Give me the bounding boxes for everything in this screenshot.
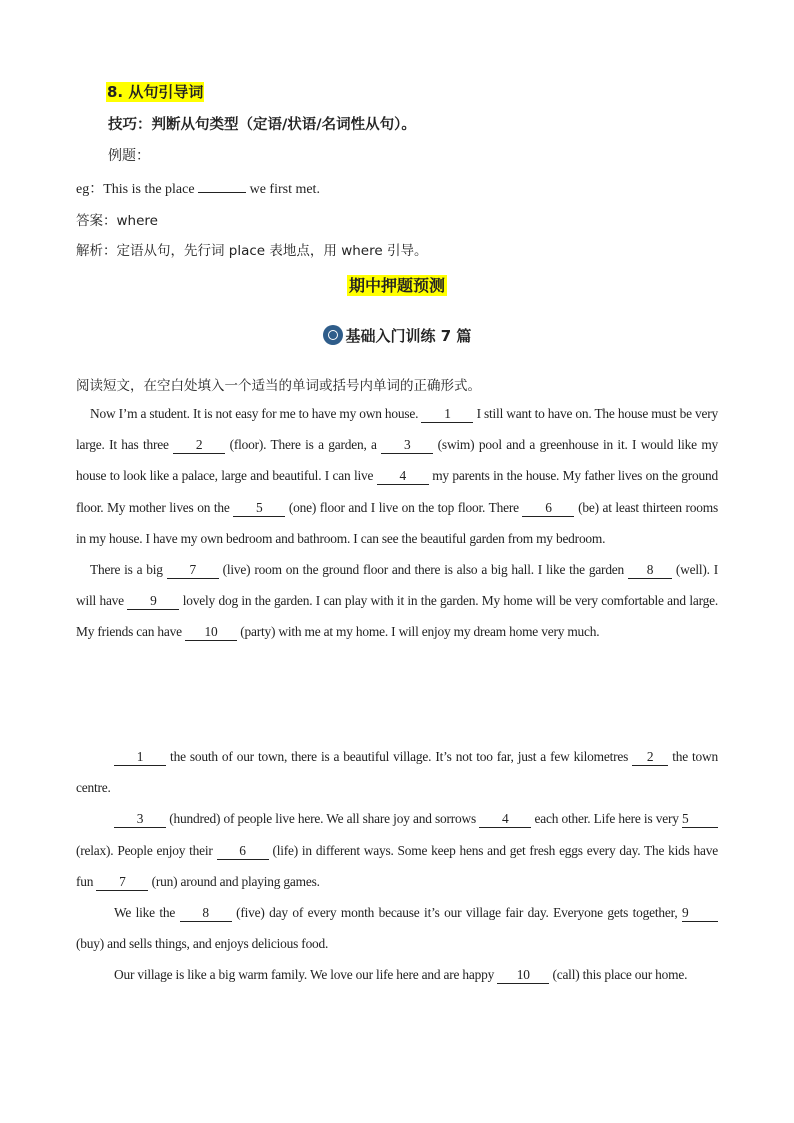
blank-4: 4 bbox=[479, 811, 531, 828]
blank-5: 5 bbox=[233, 500, 285, 517]
blank-5: 5 bbox=[682, 811, 718, 828]
section-heading bbox=[106, 81, 204, 102]
text-span: (call) this place our home. bbox=[552, 967, 688, 983]
blank-7: 7 bbox=[167, 562, 219, 579]
text-span: Now I’m a student. It is not easy for me to have my own house. bbox=[90, 406, 419, 421]
text-span: the town centre. bbox=[76, 749, 718, 796]
text-span: (party) with me at my home. I will enjoy my dream home very much. bbox=[240, 624, 600, 640]
passage-2-paragraph-2 bbox=[76, 803, 718, 897]
text-span: (relax). People enjoy their bbox=[76, 842, 213, 858]
passage-1 bbox=[76, 398, 718, 648]
text-span: (one) floor and I live on the top floor. There bbox=[288, 499, 519, 515]
text-span: (live) room on the ground floor and there is also a big hall. I like the garden bbox=[222, 562, 625, 578]
text-span: (swim) pool and a greenhouse in it. I would like my house to look like a palace, large and beautiful. I can live bbox=[76, 437, 719, 484]
text-span: Our village is like a big warm family. We love our life here and are happy bbox=[114, 967, 495, 983]
text-span: We like the bbox=[114, 905, 176, 921]
midterm-title-text: 期中押题预测 bbox=[348, 276, 445, 295]
text-span: (five) day of every month because it’s our village fair day. Everyone gets together, bbox=[236, 905, 678, 921]
example-prefix: eg：This is the place bbox=[76, 182, 195, 197]
text-span: (run) around and playing games. bbox=[151, 873, 320, 889]
basic-training-title bbox=[0, 325, 794, 346]
blank-8: 8 bbox=[628, 562, 672, 579]
section-heading-text: 8. 从句引导词 bbox=[107, 83, 204, 101]
text-span: (buy) and sells things, and enjoys delicious food. bbox=[76, 936, 329, 952]
analysis-line: 解析：定语从句，先行词 place 表地点，用 where 引导。 bbox=[76, 243, 428, 259]
passage-2 bbox=[76, 741, 718, 991]
midterm-title bbox=[0, 273, 794, 296]
text-span: lovely dog in the garden. I can play with it in the garden. My home will be very comfortable and large. My friends can have bbox=[76, 593, 718, 640]
text-span: each other. Life here is very bbox=[534, 811, 679, 827]
example-blank bbox=[198, 192, 246, 193]
basic-training-title-text: 基础入门训练 7 篇 bbox=[345, 327, 472, 345]
text-span: (well). I will have bbox=[76, 562, 719, 609]
blank-3: 3 bbox=[381, 437, 433, 454]
blank-1: 1 bbox=[114, 749, 166, 766]
text-span: (floor). There is a garden, a bbox=[229, 437, 377, 453]
blank-8: 8 bbox=[180, 905, 232, 922]
text-span: (life) in different ways. Some keep hens and get fresh eggs every day. The kids have fun bbox=[76, 842, 719, 889]
blank-7: 7 bbox=[96, 874, 148, 891]
blank-10: 10 bbox=[497, 967, 549, 984]
passage-2-paragraph-3 bbox=[76, 897, 718, 959]
instructions: 阅读短文，在空白处填入一个适当的单词或括号内单词的正确形式。 bbox=[76, 378, 481, 394]
passage-1-paragraph-2 bbox=[76, 554, 718, 648]
passage-2-paragraph-1 bbox=[76, 741, 718, 803]
blank-3: 3 bbox=[114, 811, 166, 828]
blank-6: 6 bbox=[522, 500, 574, 517]
example-label: 例题： bbox=[108, 148, 150, 164]
passage-1-paragraph-1 bbox=[76, 398, 718, 554]
blank-10: 10 bbox=[185, 624, 237, 641]
example-sentence bbox=[76, 178, 320, 198]
text-span: the south of our town, there is a beautiful village. It’s not too far, just a few kilometres bbox=[170, 749, 629, 764]
example-suffix: we first met. bbox=[249, 182, 320, 197]
blank-9: 9 bbox=[682, 905, 718, 922]
blank-1: 1 bbox=[421, 406, 473, 423]
answer-line: 答案：where bbox=[76, 213, 158, 229]
text-span: my parents in the house. My father lives on the ground floor. My mother lives on the bbox=[76, 468, 718, 515]
blank-2: 2 bbox=[632, 749, 668, 766]
blank-4: 4 bbox=[377, 468, 429, 485]
text-span: There is a big bbox=[90, 562, 163, 578]
blank-2: 2 bbox=[173, 437, 225, 454]
text-span: (hundred) of people live here. We all share joy and sorrows bbox=[169, 811, 476, 827]
circle-badge-icon bbox=[323, 325, 343, 345]
tip-text: 技巧：判断从句类型（定语/状语/名词性从句）。 bbox=[108, 117, 416, 133]
blank-6: 6 bbox=[217, 843, 269, 860]
text-span: (be) at least thirteen rooms in my house. I have my own bedroom and bathroom. I can see the beautiful garden from my bedroom. bbox=[76, 499, 718, 546]
blank-9: 9 bbox=[127, 593, 179, 610]
text-span: I still want to have on. The house must be very large. It has three bbox=[76, 406, 718, 453]
passage-2-paragraph-4 bbox=[76, 959, 718, 990]
